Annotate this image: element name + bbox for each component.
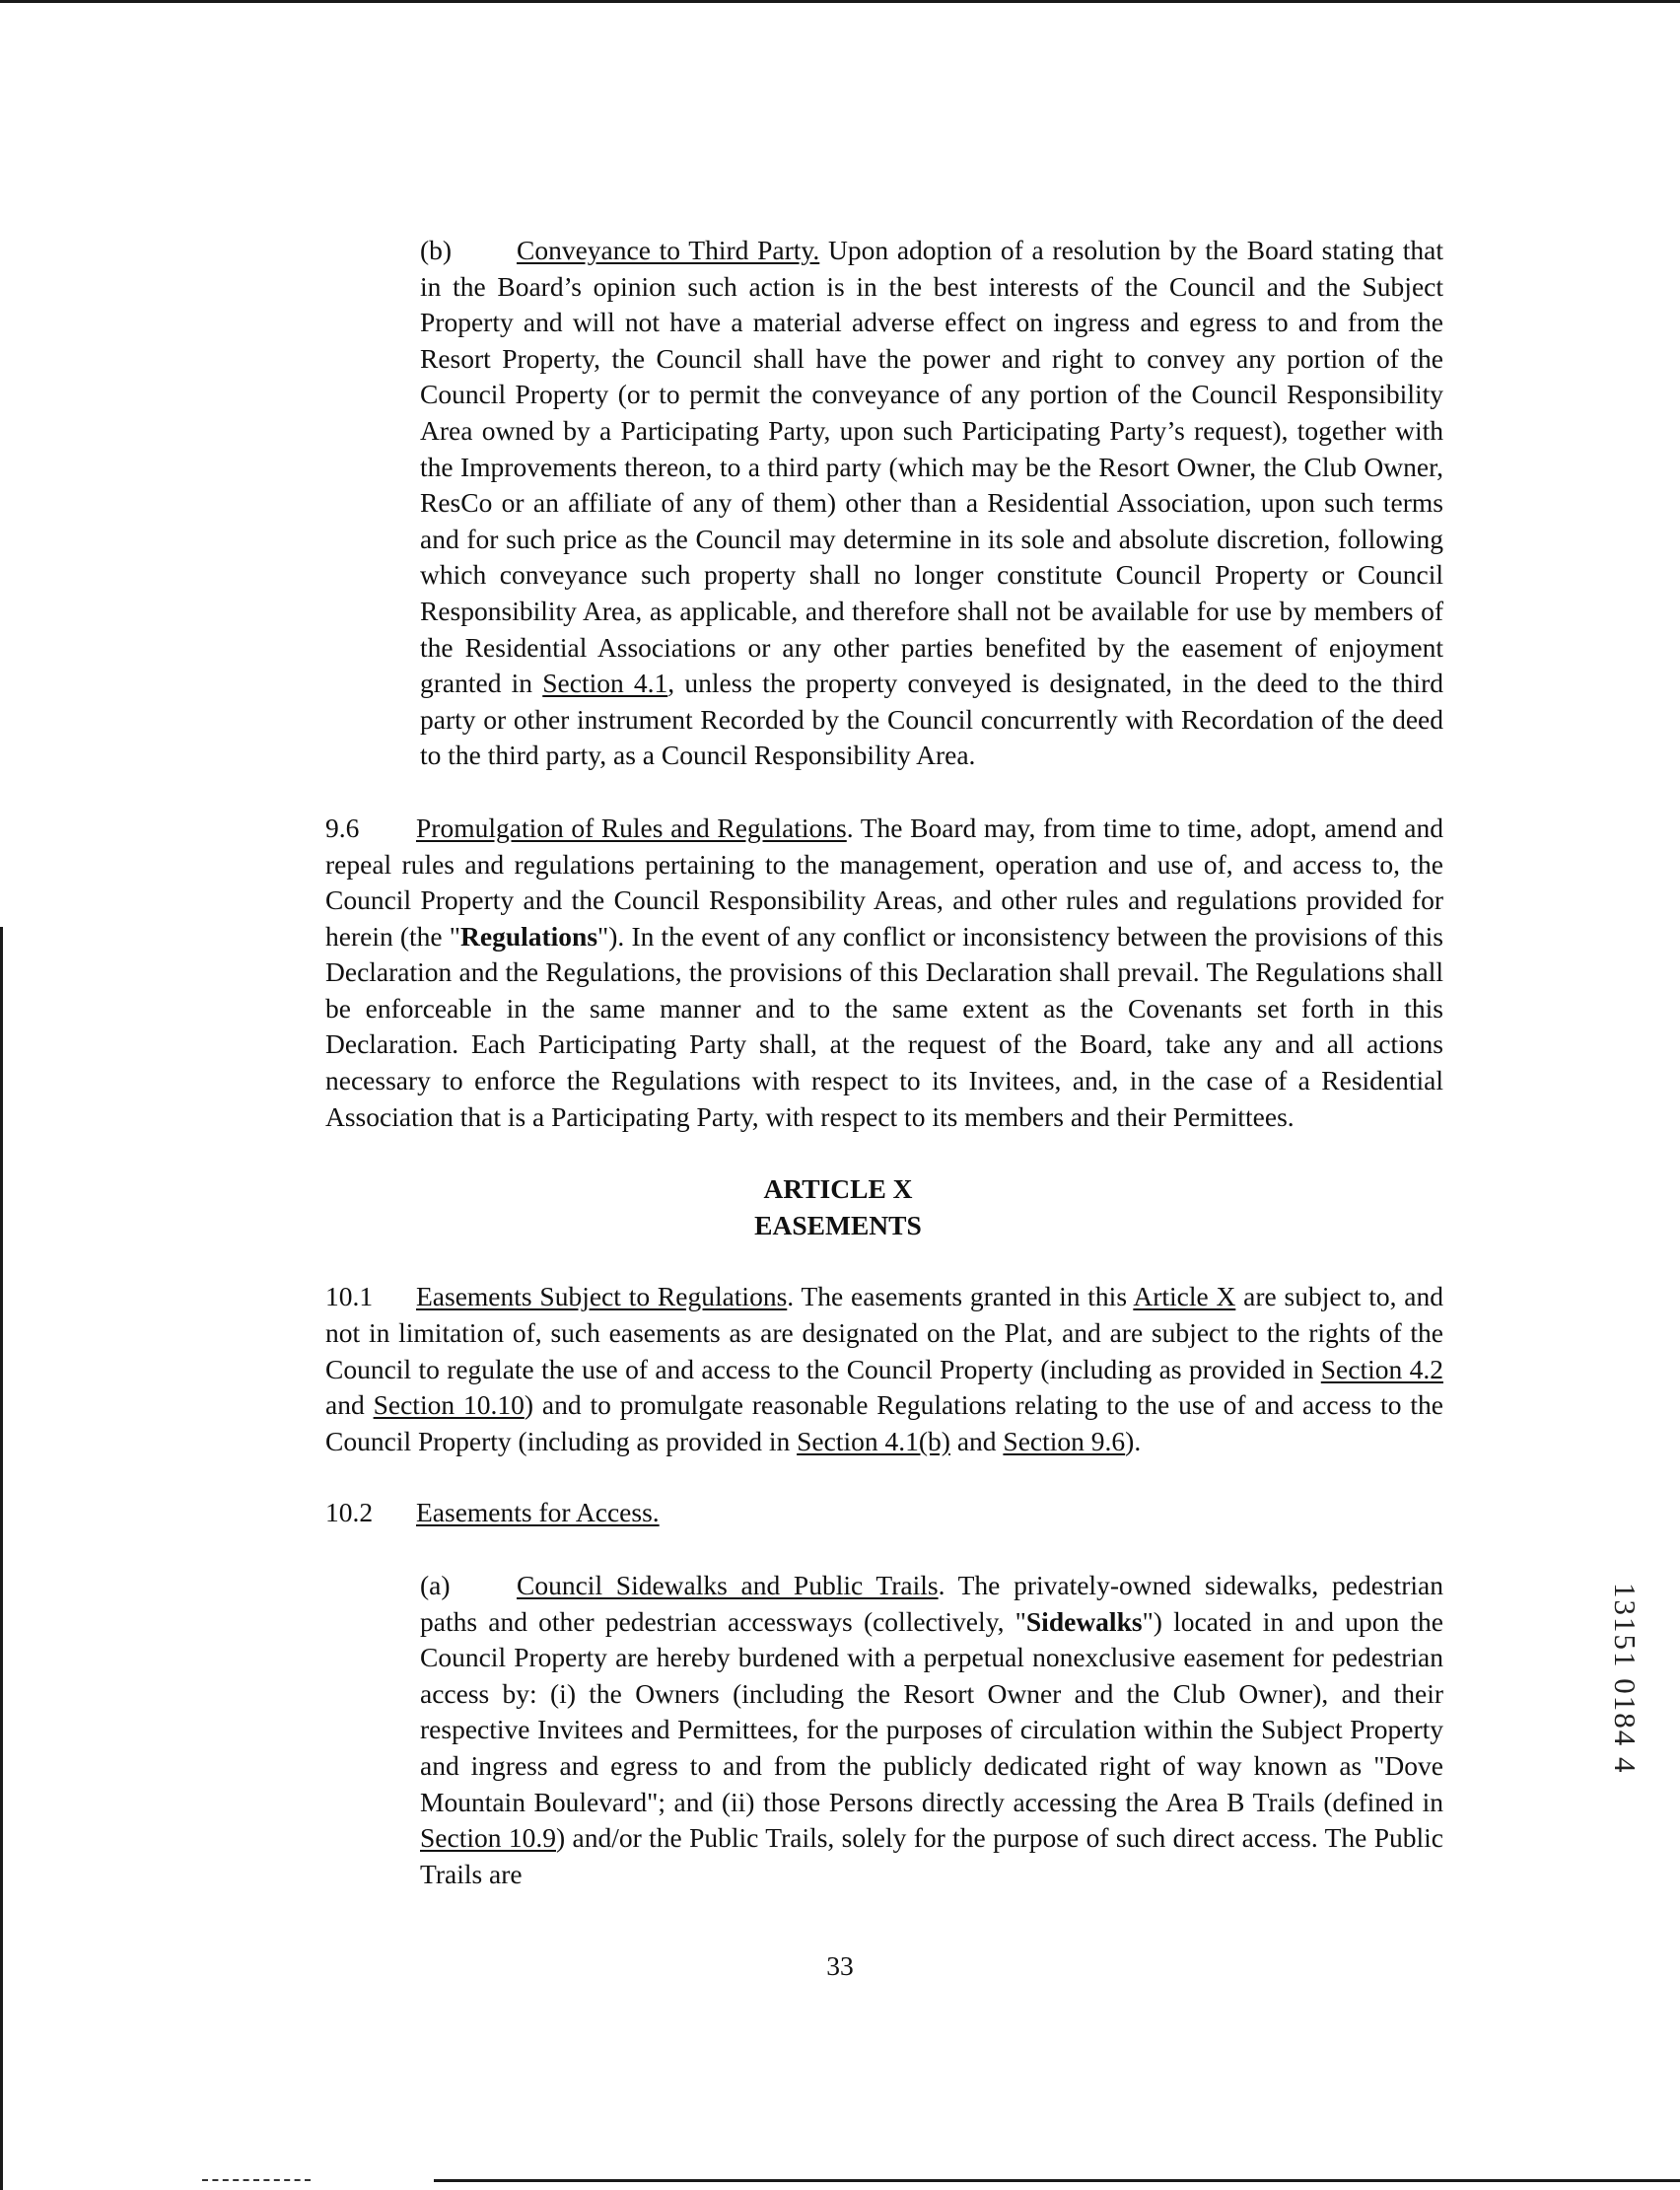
section-9-6-text-end: "). In the event of any conflict or inconsistency between the provisions of this Declaration and the Regulations, the provisions of this Declaration shall prevail. The Regulations shall be enforceable in the same manner and to the same extent as the Covenants set forth in this Declaration. Each Participating Party shall, at the request of the Board, take any and all actions necessary to enforce the Regulations with respect to its Invitees, and, in the case of a Residential Association that is a Participating Party, with respect to its members and their Permittees. (325, 920, 1443, 1132)
scan-edge-bottom-dash (202, 2179, 311, 2183)
reference-section-9-6: Section 9.6 (1003, 1425, 1126, 1456)
reference-section-10-9: Section 10.9 (420, 1822, 556, 1854)
paragraph-a-number: (a) (420, 1570, 451, 1600)
article-number: ARTICLE X (763, 1173, 913, 1205)
section-9-6-text: . The Board may, from time to time, adopt, amend and repeal rules and regulations pertaining to the management, operation and use of, and access to, the Council Property and the Council Responsibility Areas, and other rules and regulations provided for herein (the " (325, 812, 1443, 952)
section-9-6-title: Promulgation of Rules and Regulations (416, 812, 847, 843)
paragraph-a (233, 1568, 1443, 1892)
reference-section-10-10: Section 10.10 (373, 1389, 525, 1421)
section-10-2-title: Easements for Access. (416, 1497, 660, 1528)
page-number: 33 (826, 1950, 854, 1981)
section-10-1-text-4: ) and to promulgate reasonable Regulations relating to the use of and access to the Council Property (including as provided in (325, 1389, 1443, 1456)
reference-section-4-2: Section 4.2 (1320, 1353, 1443, 1384)
scan-edge-bottom (434, 2179, 1680, 2182)
scan-edge-left (0, 927, 3, 2190)
paragraph-a-text-2: ") located in and upon the Council Property are hereby burdened with a perpetual nonexclusive easement for pedestrian access by: (i) the Owners (including the Resort Owner and the Club Owner), and their respective Invitees and Permittees, for the purposes of circulation within the Subject Property and ingress and egress to and from the publicly dedicated right of way known as "Dove Mountain Boulevard"; and (ii) those Persons directly accessing the Area B Trails (defined in (420, 1605, 1443, 1817)
section-10-1 (233, 1279, 1443, 1459)
paragraph-a-text-3: ) and/or the Public Trails, solely for the purpose of such direct access. The Public Trails are (420, 1822, 1443, 1889)
paragraph-b-title: Conveyance to Third Party. (517, 235, 820, 265)
paragraph-a-text: . The privately-owned sidewalks, pedestrian paths and other pedestrian accessways (collectively, " (420, 1570, 1444, 1637)
document-page (233, 233, 1443, 1892)
reference-section-4-1b: Section 4.1(b) (797, 1425, 950, 1456)
paragraph-b-text: Upon adoption of a resolution by the Board stating that in the Board’s opinion such action is in the best interests of the Council and the Subject Property and will not have a material adverse effect on ingress and egress to and from the Resort Property, the Council shall have the power and right to convey any portion of the Council Property (or to permit the conveyance of any portion of the Council Responsibility Area owned by a Participating Party, upon such Participating Party’s request), together with the Improvements thereon, to a third party (which may be the Resort Owner, the Club Owner, ResCo or an affiliate of any of them) other than a Residential Association, upon such terms and for such price as the Council may determine in its sole and absolute discretion, following which conveyance such property shall no longer constitute Council Property or Council Responsibility Area, as applicable, and therefore shall not be available for use by members of the Residential Associations or any other parties benefited by the easement of enjoyment granted in (420, 235, 1443, 699)
section-10-2-number: 10.2 (325, 1497, 374, 1528)
scan-edge-top (0, 0, 1680, 3)
paragraph-a-title: Council Sidewalks and Public Trails (517, 1570, 939, 1600)
article-heading (233, 1171, 1443, 1243)
recording-stamp-text: 13151 0184 4 (1608, 1583, 1643, 1775)
defined-term-sidewalks: Sidewalks (1025, 1605, 1143, 1637)
paragraph-b-number: (b) (420, 235, 453, 265)
section-10-1-text-5: and (949, 1425, 1004, 1456)
section-10-1-text-3: and (325, 1389, 374, 1421)
section-10-1-number: 10.1 (325, 1281, 374, 1312)
section-10-2 (233, 1495, 1443, 1531)
section-10-1-text: . The easements granted in this (787, 1281, 1134, 1312)
section-10-1-title: Easements Subject to Regulations (416, 1281, 788, 1312)
section-10-1-text-2: are subject to, and not in limitation of, such easements as are designated on the Plat, and are subject to the rights of the Council to regulate the use of and access to the Council Property (including as provided in (325, 1281, 1443, 1384)
reference-article-x: Article X (1133, 1281, 1236, 1312)
section-9-6-number: 9.6 (325, 812, 360, 843)
section-10-1-text-6: ). (1125, 1425, 1142, 1456)
article-title: EASEMENTS (754, 1209, 922, 1240)
paragraph-b-text-end: , unless the property conveyed is designated, in the deed to the third party or other instrument Recorded by the Council concurrently with Recordation of the deed to the third party, as a Council Responsibility Area. (420, 668, 1443, 771)
reference-section-4-1: Section 4.1 (542, 668, 668, 699)
paragraph-b (233, 233, 1443, 774)
recording-stamp (1607, 1583, 1643, 1817)
defined-term-regulations: Regulations (460, 920, 598, 952)
section-9-6 (233, 811, 1443, 1135)
